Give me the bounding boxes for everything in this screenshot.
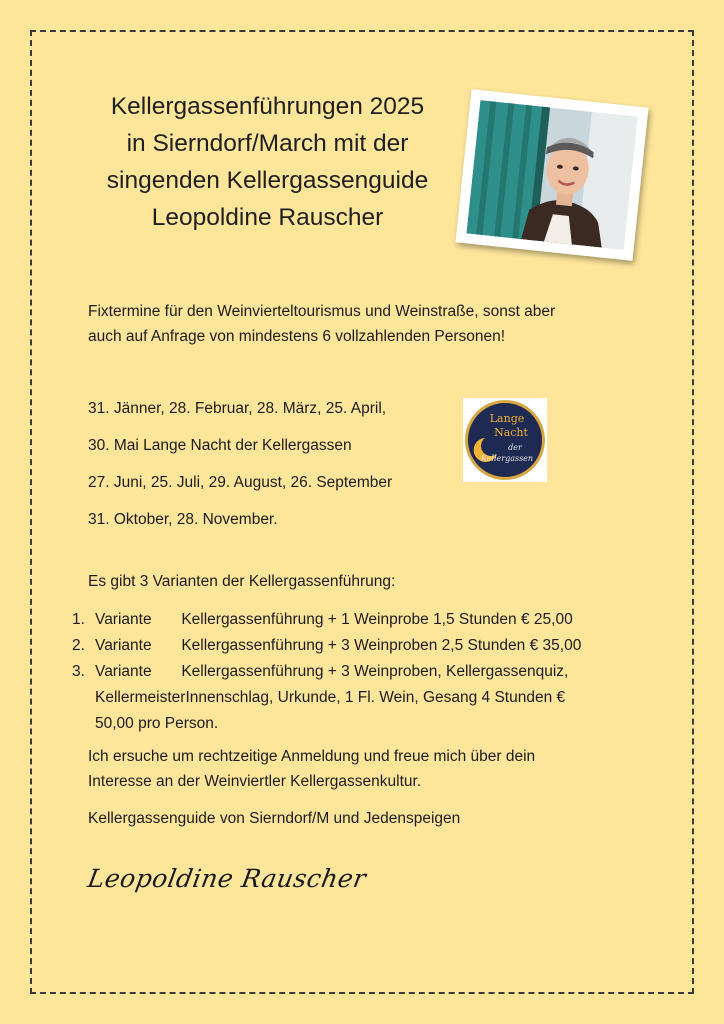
variant-number: 1. [72,611,85,628]
signature: Leopoldine Rauscher [85,864,369,893]
variant-number: 3. [72,663,85,680]
variant-item [72,659,581,737]
title-line: singenden Kellergassenguide [106,167,429,194]
logo-text-line: Lange [489,412,525,425]
portrait-image [466,100,637,250]
closing-line: Interesse an der Weinviertler Kellergassenkultur. [88,773,422,790]
variant-text: Kellergassenführung + 3 Weinproben 2,5 Stunden € 35,00 [181,637,582,654]
guide-line: Kellergassenguide von Sierndorf/M und Jedenspeigen [88,810,461,827]
title-line: in Sierndorf/March mit der [126,130,409,157]
title-line: Leopoldine Rauscher [151,204,384,231]
intro-line: Fixtermine für den Weinvierteltourismus und Weinstraße, sonst aber [88,303,556,320]
variant-text: Kellergassenführung + 3 Weinproben, Kellergassenquiz, [181,663,569,680]
logo-text-line: der [508,443,522,452]
variant-text-continued: 50,00 pro Person. [95,715,219,732]
intro-paragraph [88,299,555,349]
variant-item [72,607,581,633]
date-line: 30. Mai Lange Nacht der Kellergassen [88,437,352,454]
variants-intro: Es gibt 3 Varianten der Kellergassenführung: [88,573,396,590]
title-line: Kellergassenführungen 2025 [110,93,425,120]
closing-paragraph [88,744,535,794]
variants-list [72,607,581,737]
variant-number: 2. [72,637,85,654]
page-title [80,88,455,236]
lange-nacht-logo [463,398,547,482]
variant-item [72,633,581,659]
date-list [88,396,392,544]
date-line: 31. Oktober, 28. November. [88,511,278,528]
logo-text-line: Nacht [494,426,528,439]
date-line: 31. Jänner, 28. Februar, 28. März, 25. April, [88,400,387,417]
variant-text: Kellergassenführung + 1 Weinprobe 1,5 Stunden € 25,00 [181,611,573,628]
closing-line: Ich ersuche um rechtzeitige Anmeldung und freue mich über dein [88,748,536,765]
logo-text-line: Kellergassen [480,454,534,463]
variant-keyword: Variante [95,663,152,680]
portrait-photo [455,89,648,261]
intro-line: auch auf Anfrage von mindestens 6 vollzahlenden Personen! [88,328,506,345]
variant-keyword: Variante [95,611,152,628]
variant-keyword: Variante [95,637,152,654]
date-line: 27. Juni, 25. Juli, 29. August, 26. September [88,474,393,491]
variant-text-continued: KellermeisterInnenschlag, Urkunde, 1 Fl. Wein, Gesang 4 Stunden € [95,689,566,706]
logo-image [463,398,547,482]
